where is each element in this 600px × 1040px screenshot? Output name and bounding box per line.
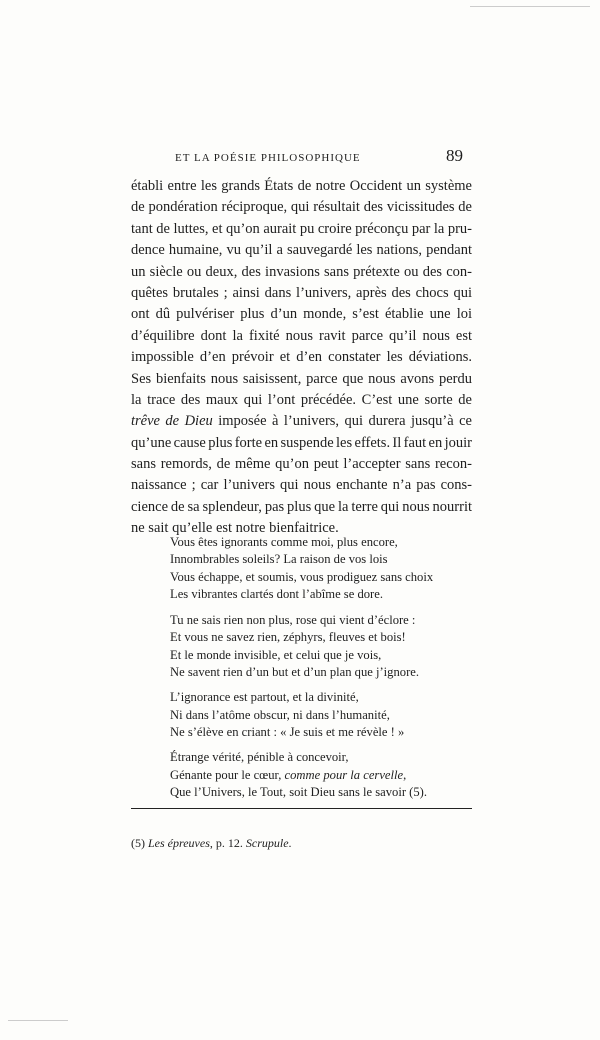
text-line: ne sait qu’elle est notre bienfaitrice. bbox=[131, 520, 339, 536]
text-line: de pondération réciproque, qui résultait des vicissitudes de bbox=[131, 199, 472, 215]
verse-line: Génante pour le cœur, comme pour la cervelle, bbox=[170, 768, 407, 782]
verse-line: Ne s’élève en criant : « Je suis et me révèle ! » bbox=[170, 725, 405, 739]
verse-line: Et vous ne savez rien, zéphyrs, fleuves et bois! bbox=[170, 630, 406, 644]
text-line: dence humaine, vu qu’il a sauvegardé les nations, pendant bbox=[131, 242, 472, 258]
verse-line: Ne savent rien d’un but et d’un plan que j’ignore. bbox=[170, 665, 420, 679]
scan-mark bbox=[8, 1020, 68, 1021]
verse-line: Ni dans l’atôme obscur, ni dans l’humanité, bbox=[170, 708, 390, 722]
verse-line: Vous échappe, et soumis, vous prodiguez sans choix bbox=[170, 570, 434, 584]
running-title: ET LA POÉSIE PHILOSOPHIQUE bbox=[175, 152, 361, 164]
text-line: trêve de Dieu imposée à l’univers, qui durera jusqu’à ce bbox=[131, 413, 472, 429]
text-line: établi entre les grands États de notre Occident un système bbox=[131, 178, 472, 194]
footnote-rule bbox=[131, 808, 472, 809]
verse-line: Vous êtes ignorants comme moi, plus encore, bbox=[170, 535, 398, 549]
verse-line: Tu ne sais rien non plus, rose qui vient d’éclore : bbox=[170, 613, 416, 627]
verse-line: Et le monde invisible, et celui que je vois, bbox=[170, 648, 382, 662]
text-line: Ses bienfaits nous saisissent, parce que nous avons perdu bbox=[131, 371, 472, 387]
verse-line: Étrange vérité, pénible à concevoir, bbox=[170, 750, 349, 764]
verse-line: Les vibrantes clartés dont l’abîme se dore. bbox=[170, 587, 383, 601]
text-line: naissance ; car l’univers qui nous enchante n’a pas cons- bbox=[131, 477, 472, 493]
italic-phrase: trêve de Dieu bbox=[131, 413, 213, 429]
text-line: cience de sa splendeur, pas plus que la terre qui nous nourrit bbox=[131, 499, 472, 515]
text-line: la trace des maux qui l’ont précédée. C’est une sorte de bbox=[131, 392, 472, 408]
text-line: d’équilibre dont la fixité nous ravit parce qu’il nous est bbox=[131, 328, 472, 344]
text-line: tant de luttes, et qu’on aurait pu croire préconçu par la pru- bbox=[131, 221, 472, 237]
text-line: qu’une cause plus forte en suspende les effets. Il faut en jouir bbox=[131, 435, 472, 451]
text-line: un siècle ou deux, des invasions sans prétexte ou des con- bbox=[131, 264, 472, 280]
verse-line: Que l’Univers, le Tout, soit Dieu sans le savoir (5). bbox=[170, 785, 428, 799]
footnote: (5) Les épreuves, p. 12. Scrupule. bbox=[131, 836, 292, 850]
text-line: quêtes brutales ; ainsi dans l’univers, après des chocs qui bbox=[131, 285, 472, 301]
verse-line: Innombrables soleils? La raison de vos lois bbox=[170, 552, 388, 566]
text-line: sans remords, de même qu’on peut l’accepter sans recon- bbox=[131, 456, 472, 472]
text-line: impossible d’en prévoir et d’en constater les déviations. bbox=[131, 349, 472, 365]
scan-mark bbox=[470, 6, 590, 7]
text-line: ont dû pulvériser plus d’un monde, s’est établie une loi bbox=[131, 306, 472, 322]
italic-phrase: comme pour la cervelle bbox=[284, 768, 404, 782]
page-number: 89 bbox=[446, 146, 463, 165]
verse-line: L’ignorance est partout, et la divinité, bbox=[170, 690, 359, 704]
